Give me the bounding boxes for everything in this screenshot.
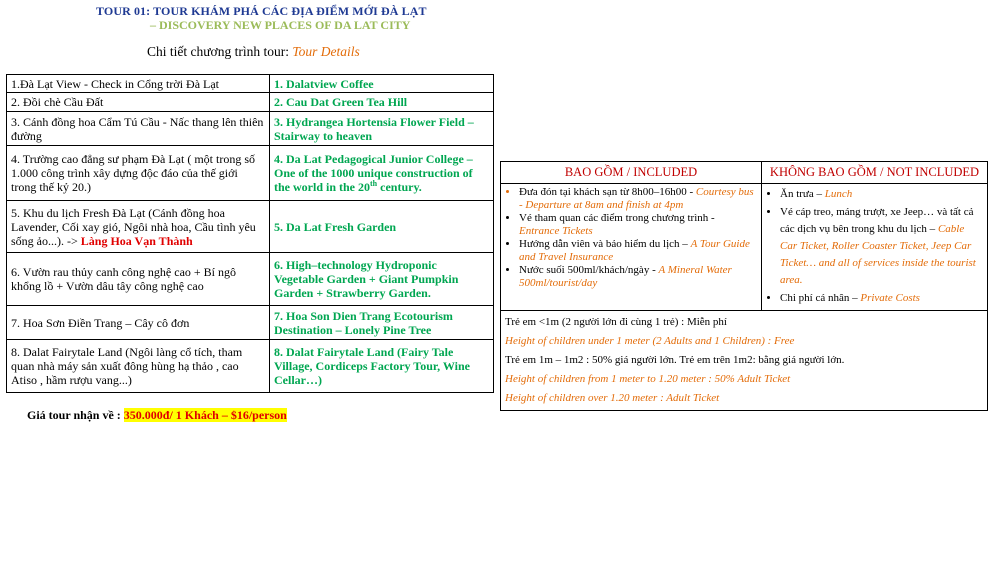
list-item [780,290,983,307]
tour-title-english: – DISCOVERY NEW PLACES OF DA LAT CITY [150,18,411,32]
children-policy-vn: Trẻ em 1m – 1m2 : 50% giá người lớn. Trẻ em trên 1m2: bằng giá người lớn. [505,354,845,366]
itinerary-vn: 7. Hoa Sơn Điền Trang – Cây cô đơn [7,306,270,340]
itinerary-vn: 2. Đồi chè Cầu Đất [7,93,270,112]
price-value: 350.000đ/ 1 Khách – $16/person [123,408,287,422]
itinerary-en: 3. Hydrangea Hortensia Flower Field – Stairway to heaven [270,112,494,146]
included-list [505,186,757,290]
item-en: A Mineral Water 500ml/tourist/day [519,264,732,289]
not-included-list [766,186,983,307]
not-included-header: KHÔNG BAO GỒM / NOT INCLUDED [762,162,988,184]
item-en: Courtesy bus - Departure at 8am and finish at 4pm [519,186,754,211]
tour-details-heading [147,44,360,60]
tour-title: TOUR 01: TOUR KHÁM PHÁ CÁC ĐỊA ĐIỂM MỚI ĐÀ LẠT [96,4,427,18]
item-vn: Vé cáp treo, máng trượt, xe Jeep… và tất cả các dịch vụ bên trong khu du lịch – [780,206,974,235]
children-policy-en: Height of children under 1 meter (2 Adults and 1 Children) : Free [505,335,795,347]
itinerary-en-tail: century. [377,180,422,194]
itinerary-vn [7,201,270,253]
itinerary-row [7,253,494,306]
tour-details-label-en: Tour Details [292,44,360,59]
itinerary-row [7,146,494,201]
list-item [519,264,757,290]
itinerary-row [7,112,494,146]
tour-price [27,408,287,423]
itinerary-en: 6. High–technology Hydroponic Vegetable Garden + Giant Pumpkin Garden + Strawberry Garden. [270,253,494,306]
itinerary-vn: 1.Đà Lạt View - Check in Cổng trời Đà Lạt [7,75,270,93]
ordinal-suffix: th [370,179,378,188]
children-policy-en: Height of children over 1.20 meter : Adult Ticket [505,392,720,404]
item-vn: Ăn trưa – [780,188,825,200]
included-cell [501,184,762,311]
tour-details-label-vn: Chi tiết chương trình tour: [147,44,293,59]
item-vn: Vé tham quan các điểm trong chương trình - [519,212,715,224]
item-vn: Nước suối 500ml/khách/ngày - [519,264,659,276]
item-en: A Tour Guide and Travel Insurance [519,238,750,263]
item-en: Lunch [824,188,853,200]
item-vn: Đưa đón tại khách sạn từ 8h00–16h00 - [519,186,696,198]
highlight-destination: Làng Hoa Vạn Thành [77,233,193,248]
itinerary-en: 2. Cau Dat Green Tea Hill [270,93,494,112]
itinerary-table [6,74,494,393]
itinerary-en: 7. Hoa Son Dien Trang Ecotourism Destination – Lonely Pine Tree [270,306,494,340]
itinerary-row [7,306,494,340]
list-item [780,204,983,289]
itinerary-vn-text: 5. Khu du lịch Fresh Đà Lạt (Cánh đồng hoa Lavender, Cối xay gió, Ngôi nhà hoa, Cầu tình yêu sống ảo...). -> [11,205,256,248]
itinerary-row [7,340,494,393]
item-en: Cable Car Ticket, Roller Coaster Ticket, Jeep Car Ticket… and all of services inside the tourist area. [780,223,976,286]
price-label: Giá tour nhận về : [27,408,124,422]
children-policy-en: Height of children from 1 meter to 1.20 meter : 50% Adult Ticket [505,373,791,385]
itinerary-en: 1. Dalatview Coffee [270,75,494,93]
included-header: BAO GỒM / INCLUDED [501,162,762,184]
children-policy-vn: Trẻ em <1m (2 người lớn đi cùng 1 trẻ) : Miễn phí [505,316,727,328]
list-item [519,212,757,238]
itinerary-en: 8. Dalat Fairytale Land (Fairy Tale Village, Cordiceps Factory Tour, Wine Cellar…) [270,340,494,393]
itinerary-en-text: 4. Da Lat Pedagogical Junior College – One of the 1000 unique construction of the world in the 20 [274,152,473,194]
item-vn: Hướng dẫn viên và bảo hiểm du lịch – [519,238,691,250]
children-policy-row [501,311,988,411]
list-item [780,186,983,203]
item-en: Entrance Tickets [519,225,593,237]
itinerary-en [270,146,494,201]
list-item [519,238,757,264]
list-item [519,186,757,212]
itinerary-vn: 3. Cánh đồng hoa Cẩm Tú Cầu - Nấc thang lên thiên đường [7,112,270,146]
itinerary-en: 5. Da Lat Fresh Garden [270,201,494,253]
inclusions-table [500,161,988,411]
item-vn: Chi phí cá nhân – [780,292,861,304]
itinerary-vn: 8. Dalat Fairytale Land (Ngôi làng cổ tích, tham quan nhà máy sản xuất đông hùng hạ thảo , cao Atiso , hầm rượu vang...) [7,340,270,393]
inclusions-header-row [501,162,988,184]
itinerary-vn: 6. Vườn rau thủy canh công nghệ cao + Bí ngô khổng lồ + Vườn dâu tây công nghệ cao [7,253,270,306]
itinerary-row [7,201,494,253]
item-en: Private Costs [860,292,920,304]
itinerary-row [7,93,494,112]
inclusions-row [501,184,988,311]
itinerary-vn: 4. Trường cao đẳng sư phạm Đà Lạt ( một trong số 1.000 công trình xây dựng độc đáo của thế giới trong thế kỷ 20.) [7,146,270,201]
not-included-cell [762,184,988,311]
children-policy-cell [501,311,988,411]
itinerary-row [7,75,494,93]
